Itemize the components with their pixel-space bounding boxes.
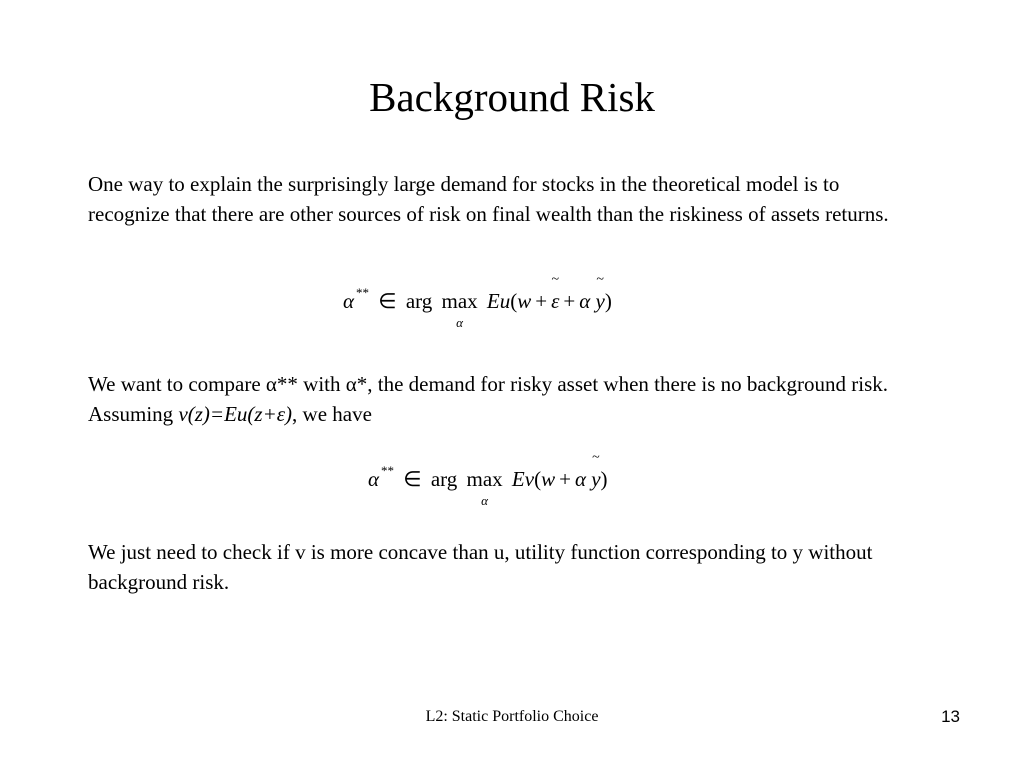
eq2-close: ) (600, 467, 608, 491)
eq1-plus1: + (535, 289, 548, 313)
eq1-plus2: + (563, 289, 576, 313)
page-number: 13 (941, 707, 960, 726)
eq1-y-tilde: ~ (596, 272, 604, 287)
eq2-lhs: α (368, 467, 380, 491)
paragraph-compare-text-a: We want to compare α** with α*, the demand for risky asset when there is no background risk. Assuming (88, 372, 889, 426)
paragraph-intro: One way to explain the surprisingly large demand for stocks in the theoretical model is to recognize that there are other sources of risk on final wealth than the riskiness of assets returns. (88, 172, 889, 226)
eq1-func: Eu (486, 289, 511, 313)
eq1-arg: arg (405, 289, 433, 313)
equation-no-background-risk (368, 450, 608, 508)
eq2-y-tilde: ~ (592, 450, 600, 465)
eq2-arg: arg (430, 467, 458, 491)
eq1-max: max (441, 289, 478, 313)
eq1-y: y (595, 289, 605, 313)
paragraph-compare (88, 369, 908, 429)
eq2-alpha: α (574, 467, 586, 491)
equation-background-risk (343, 272, 612, 330)
eq2-relation: ∈ (403, 467, 422, 491)
eq1-open: ( (510, 289, 518, 313)
eq1-max-sub: α (456, 315, 463, 330)
paragraph-compare-text-b: , we have (292, 402, 372, 426)
eq2-lhs-sup: ** (381, 463, 395, 478)
footer-text: L2: Static Portfolio Choice (425, 708, 599, 725)
eq1-alpha: α (579, 289, 591, 313)
eq1-eps: ε (551, 289, 560, 313)
eq1-w: w (517, 289, 532, 313)
eq2-func: Ev (511, 467, 535, 491)
slide-title: Background Risk (369, 74, 655, 120)
eq1-lhs-sup: ** (356, 285, 370, 300)
eq2-open: ( (534, 467, 542, 491)
eq1-eps-tilde: ~ (551, 272, 560, 287)
eq2-w: w (541, 467, 556, 491)
paragraph-compare-formula: v(z)=Eu(z+ε) (178, 402, 293, 426)
eq1-lhs: α (343, 289, 355, 313)
paragraph-conclusion: We just need to check if v is more concave than u, utility function corresponding to y without background risk. (88, 540, 873, 594)
eq2-y: y (591, 467, 601, 491)
eq2-plus: + (559, 467, 571, 491)
eq1-relation: ∈ (378, 289, 397, 313)
eq1-close: ) (604, 289, 612, 313)
eq2-max: max (466, 467, 503, 491)
eq2-max-sub: α (481, 493, 488, 508)
